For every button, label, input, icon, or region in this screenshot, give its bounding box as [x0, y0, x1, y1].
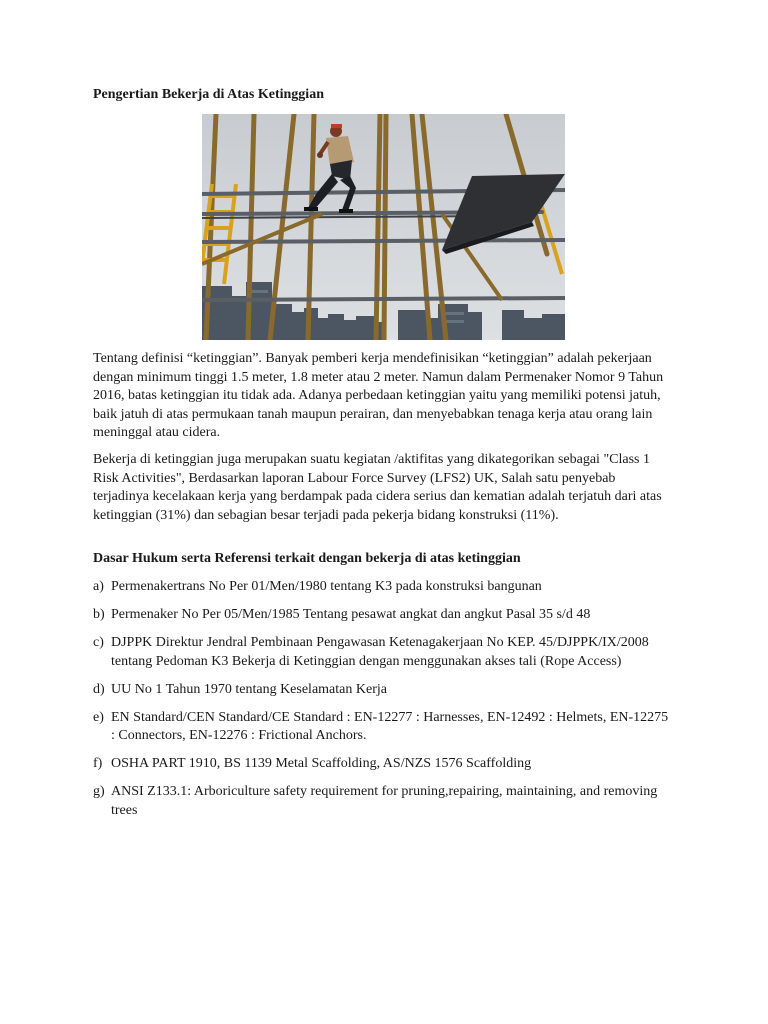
reference-list	[93, 578, 673, 830]
reference-item	[93, 606, 673, 625]
reference-letter: g)	[93, 784, 105, 799]
reference-letter: d)	[93, 681, 105, 697]
reference-letter: c)	[93, 635, 104, 650]
reference-text: EN Standard/CEN Standard/CE Standard : EN-12277 : Harnesses, EN-12492 : Helmets, EN-12275 : Connectors, EN-12276 : Frictional Anchors.	[111, 709, 669, 743]
page-title: Pengertian Bekerja di Atas Ketinggian	[93, 87, 324, 102]
reference-item	[93, 578, 673, 597]
reference-letter: b)	[93, 607, 105, 622]
reference-item	[93, 681, 673, 700]
scaffolding-photo	[202, 114, 565, 340]
reference-letter: e)	[93, 709, 104, 725]
reference-text: DJPPK Direktur Jendral Pembinaan Pengawasan Ketenagakerjaan No KEP. 45/DJPPK/IX/2008 tentang Pedoman K3 Bekerja di Ketinggian dengan menggunakan akses tali (Rope Access)	[111, 635, 649, 669]
reference-text: ANSI Z133.1: Arboriculture safety requirement for pruning,repairing, maintaining, and removing trees	[111, 784, 658, 818]
legal-basis-heading: Dasar Hukum serta Referensi terkait dengan bekerja di atas ketinggian	[93, 551, 521, 566]
reference-text: Permenakertrans No Per 01/Men/1980 tentang K3 pada konstruksi bangunan	[111, 579, 542, 594]
reference-letter: a)	[93, 579, 104, 594]
reference-letter: f)	[93, 756, 103, 771]
paragraph-definition: Tentang definisi “ketinggian”. Banyak pemberi kerja mendefinisikan “ketinggian” adalah pekerjaan dengan minimum tinggi 1.5 meter, 1.8 meter atau 2 meter. Namun dalam Permenaker Nomor 9 Tahun 2016, batas ketinggian itu tidak ada. Adanya perbedaan ketinggian yaitu yang memiliki potensi jatuh, baik jatuh di atas permukaan tanah maupun perairan, dan menyebabkan tenaga kerja atau orang lain meninggal atau cidera.	[93, 351, 664, 440]
reference-text: OSHA PART 1910, BS 1139 Metal Scaffolding, AS/NZS 1576 Scaffolding	[111, 756, 532, 771]
reference-item	[93, 783, 673, 820]
reference-text: UU No 1 Tahun 1970 tentang Keselamatan Kerja	[111, 681, 387, 697]
reference-item	[93, 755, 673, 774]
reference-text: Permenaker No Per 05/Men/1985 Tentang pesawat angkat dan angkut Pasal 35 s/d 48	[111, 607, 591, 622]
paragraph-risk: Bekerja di ketinggian juga merupakan suatu kegiatan /aktifitas yang dikategorikan sebagai "Class 1 Risk Activities", Berdasarkan laporan Labour Force Survey (LFS2) UK, Salah satu penyebab terjadinya kecelakaan kerja yang berdampak pada cidera serius dan kematian adalah terjatuh dari atas ketinggian (31%) dan sebagian besar terjadi pada pekerja bidang konstruksi (11%).	[93, 452, 662, 523]
reference-item	[93, 634, 673, 671]
reference-item	[93, 709, 673, 746]
